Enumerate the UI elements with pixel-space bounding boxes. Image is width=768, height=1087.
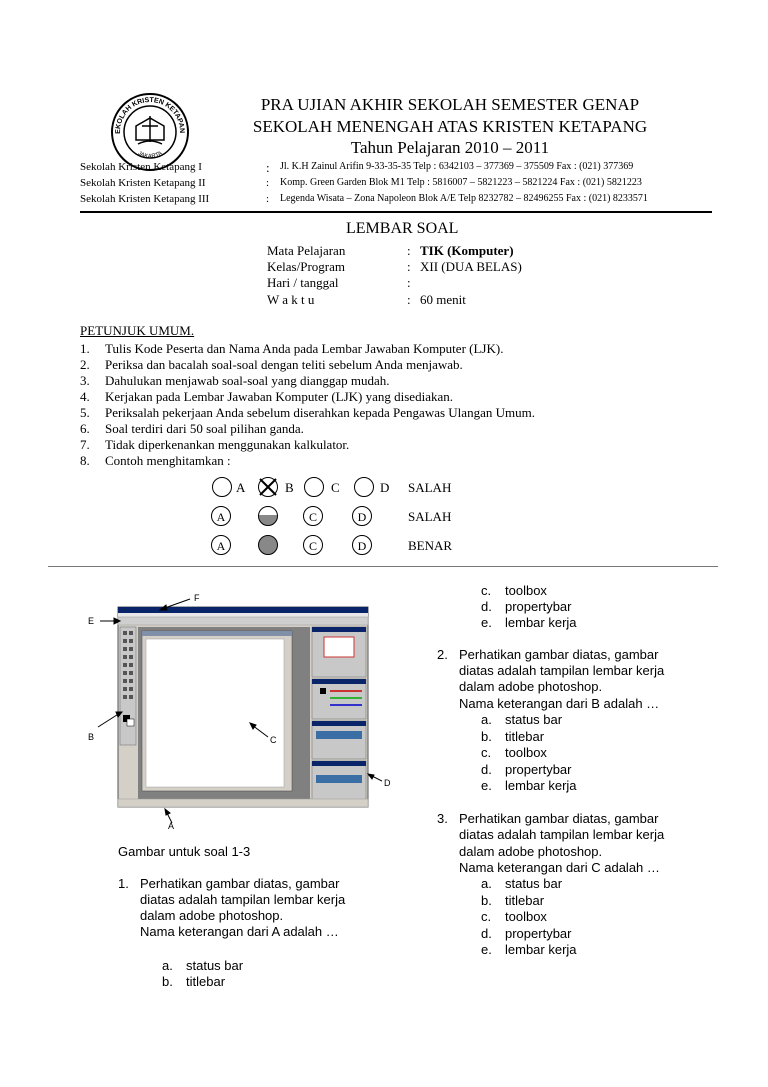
school-sep: : <box>266 193 270 205</box>
option-letter: d. <box>481 599 492 614</box>
figure-label: A <box>168 821 175 831</box>
option-letter: e. <box>481 942 492 957</box>
field-label: Hari / tanggal <box>267 275 339 290</box>
svg-text:SEKOLAH KRISTEN KETAPANG <box>110 92 185 134</box>
question-line: dalam adobe photoshop. <box>459 679 603 694</box>
instruction-text: Tulis Kode Peserta dan Nama Anda pada Lembar Jawaban Komputer (LJK). <box>105 341 504 356</box>
instruction-text: Periksa dan bacalah soal-soal dengan teliti sebelum Anda menjawab. <box>105 357 463 372</box>
logo-inner-text: JAKARTA <box>136 150 164 161</box>
instruction-num: 6. <box>80 421 90 436</box>
exam-title: PRA UJIAN AKHIR SEKOLAH SEMESTER GENAP <box>260 95 640 114</box>
figure-label: C <box>270 735 277 745</box>
question-line: Perhatikan gambar diatas, gambar <box>459 811 659 826</box>
question-line: diatas adalah tampilan lembar kerja <box>459 663 665 678</box>
option-text: lembar kerja <box>505 615 577 630</box>
field-label: W a k t u <box>267 292 315 307</box>
school-sep: : <box>266 160 270 175</box>
figure-label: F <box>194 593 200 603</box>
option-text: toolbox <box>505 909 547 924</box>
instruction-num: 8. <box>80 453 90 468</box>
option-text: titlebar <box>505 893 545 908</box>
option-text: titlebar <box>186 974 226 989</box>
school-name: Sekolah Kristen Ketapang II <box>80 177 206 189</box>
instruction-num: 7. <box>80 437 90 452</box>
school-address: Komp. Green Garden Blok M1 Telp : 5816007 – 5821223 – 5821224 Fax : (021) 5821223 <box>280 177 642 188</box>
field-sep: : <box>407 243 411 258</box>
school-logo <box>110 92 190 172</box>
example-verdict: SALAH <box>408 509 452 524</box>
header-divider <box>80 211 712 213</box>
bubble-letter: D <box>380 480 390 495</box>
option-letter: c. <box>481 909 492 924</box>
option-letter: a. <box>162 958 173 973</box>
bubble-letter: A <box>236 480 246 495</box>
question-line: diatas adalah tampilan lembar kerja <box>459 827 665 842</box>
school-name: Sekolah Kristen Ketapang III <box>80 193 210 205</box>
instruction-num: 3. <box>80 373 90 388</box>
field-label: Kelas/Program <box>267 259 345 274</box>
question-line: dalam adobe photoshop. <box>459 844 603 859</box>
instruction-text: Dahulukan menjawab soal-soal yang dianggap mudah. <box>105 373 390 388</box>
instructions-heading: PETUNJUK UMUM. <box>80 323 195 338</box>
logo-outer-text: EKOLAH KRISTEN KETAPAN <box>114 96 186 134</box>
field-value-time: 60 menit <box>420 292 466 307</box>
school-title: SEKOLAH MENENGAH ATAS KRISTEN KETAPANG <box>252 117 648 136</box>
bubble-letter: D <box>352 506 372 526</box>
option-letter: e. <box>481 778 492 793</box>
example-verdict: SALAH <box>408 480 452 495</box>
option-text: propertybar <box>505 599 572 614</box>
bubble-letter: C <box>303 506 323 526</box>
field-sep: : <box>407 275 411 290</box>
option-text: lembar kerja <box>505 778 577 793</box>
question-line: Nama keterangan dari A adalah … <box>140 924 339 939</box>
question-line: diatas adalah tampilan lembar kerja <box>140 892 346 907</box>
bubble-letter: A <box>211 535 231 555</box>
option-letter: b. <box>162 974 173 989</box>
instruction-text: Tidak diperkenankan menggunakan kalkulator. <box>105 437 350 452</box>
option-letter: a. <box>481 876 492 891</box>
instruction-num: 2. <box>80 357 90 372</box>
photoshop-figure <box>80 585 410 835</box>
field-sep: : <box>407 292 411 307</box>
question-line: Perhatikan gambar diatas, gambar <box>459 647 659 662</box>
option-letter: c. <box>481 583 492 598</box>
option-text: propertybar <box>505 926 572 941</box>
field-label: Mata Pelajaran <box>267 243 346 258</box>
svg-text:JAKARTA <box>136 151 163 160</box>
option-letter: b. <box>481 893 492 908</box>
instruction-num: 5. <box>80 405 90 420</box>
question-line: Nama keterangan dari C adalah … <box>459 860 660 875</box>
field-value-class: XII (DUA BELAS) <box>420 259 522 274</box>
partial-bubble <box>258 506 278 526</box>
option-text: status bar <box>505 876 563 891</box>
bubble-letter: D <box>352 535 372 555</box>
bubble-letter: C <box>303 535 323 555</box>
question-number: 3. <box>437 811 448 826</box>
instruction-num: 4. <box>80 389 90 404</box>
figure-label: E <box>88 616 95 626</box>
option-text: propertybar <box>505 762 572 777</box>
question-line: Nama keterangan dari B adalah … <box>459 696 660 711</box>
option-letter: e. <box>481 615 492 630</box>
instruction-text: Soal terdiri dari 50 soal pilihan ganda. <box>105 421 304 436</box>
instruction-text: Contoh menghitamkan : <box>105 453 231 468</box>
option-text: titlebar <box>505 729 545 744</box>
figure-label: D <box>384 778 391 788</box>
option-letter: a. <box>481 712 492 727</box>
sheet-title: LEMBAR SOAL <box>346 220 459 237</box>
instruction-num: 1. <box>80 341 90 356</box>
option-text: toolbox <box>505 745 547 760</box>
example-verdict: BENAR <box>408 538 453 553</box>
school-address: Legenda Wisata – Zona Napoleon Blok A/E Telp 8232782 – 82496255 Fax : (021) 8233571 <box>280 193 648 204</box>
field-value-subject: TIK (Komputer) <box>420 243 514 258</box>
filled-bubble <box>258 535 278 555</box>
bubble-letter: C <box>331 480 340 495</box>
bubble-letter: A <box>211 506 231 526</box>
option-text: status bar <box>505 712 563 727</box>
option-letter: d. <box>481 926 492 941</box>
option-text: lembar kerja <box>505 942 577 957</box>
academic-year: Tahun Pelajaran 2010 – 2011 <box>350 138 550 157</box>
option-text: toolbox <box>505 583 547 598</box>
school-address: Jl. K.H Zainul Arifin 9-33-35-35 Telp : 6342103 – 377369 – 375509 Fax : (021) 377369 <box>280 161 634 172</box>
question-number: 1. <box>118 876 129 891</box>
field-sep: : <box>407 259 411 274</box>
option-letter: c. <box>481 745 492 760</box>
section-divider <box>48 566 718 567</box>
school-name: Sekolah Kristen Ketapang I <box>80 161 202 173</box>
option-letter: b. <box>481 729 492 744</box>
crossed-bubble <box>258 477 278 497</box>
question-line: Perhatikan gambar diatas, gambar <box>140 876 340 891</box>
instruction-text: Periksalah pekerjaan Anda sebelum diserahkan kepada Pengawas Ulangan Umum. <box>105 405 535 420</box>
question-line: dalam adobe photoshop. <box>140 908 284 923</box>
figure-caption: Gambar untuk soal 1-3 <box>118 844 251 859</box>
bubble-letter: B <box>285 480 294 495</box>
question-number: 2. <box>437 647 448 662</box>
school-sep: : <box>266 177 270 189</box>
instruction-text: Kerjakan pada Lembar Jawaban Komputer (LJK) yang disediakan. <box>105 389 453 404</box>
option-letter: d. <box>481 762 492 777</box>
option-text: status bar <box>186 958 244 973</box>
figure-label: B <box>88 732 95 742</box>
